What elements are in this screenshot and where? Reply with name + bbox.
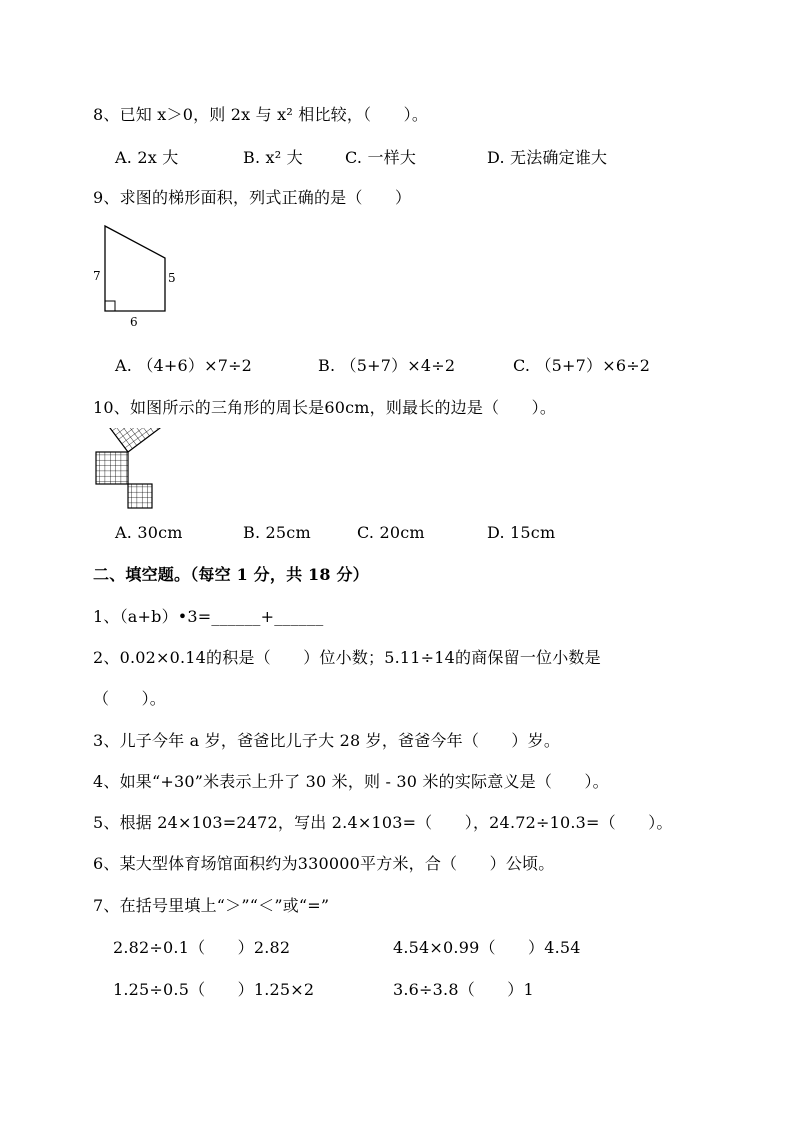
fill-item-2-continuation: （ ）。 xyxy=(93,689,167,708)
fill-item-2: 2、0.02×0.14的积是（ ）位小数；5.11÷14的商保留一位小数是 xyxy=(93,648,601,667)
trapezoid-figure xyxy=(88,220,188,332)
right-angle-mark xyxy=(105,301,115,311)
left-grid-square xyxy=(96,452,128,484)
compare-row1-right: 4.54×0.99（ ）4.54 xyxy=(393,938,581,957)
q10-option-d: D. 15cm xyxy=(487,523,556,542)
question-9-stem: 9、求图的梯形面积，列式正确的是（ ） xyxy=(93,188,412,207)
q8-option-a: A. 2x 大 xyxy=(115,148,179,167)
trapezoid-bottom-label: 6 xyxy=(130,315,138,329)
compare-row2-left: 1.25÷0.5（ ）1.25×2 xyxy=(113,980,315,999)
question-8-stem: 8、已知 x＞0，则 2x 与 x² 相比较，（ ）。 xyxy=(93,105,429,124)
pythagorean-squares-figure xyxy=(94,428,194,512)
q9-option-c: C. （5+7）×6÷2 xyxy=(513,356,651,375)
fill-item-1: 1、（a+b）•3=______+______ xyxy=(93,607,324,626)
trapezoid-left-label: 7 xyxy=(93,269,101,283)
question-10-stem: 10、如图所示的三角形的周长是60cm，则最长的边是（ ）。 xyxy=(93,398,557,417)
q9-option-a: A. （4+6）×7÷2 xyxy=(115,356,253,375)
trapezoid-shape xyxy=(105,226,165,311)
fill-item-3: 3、儿子今年 a 岁，爸爸比儿子大 28 岁，爸爸今年（ ）岁。 xyxy=(93,731,561,750)
fill-item-6: 6、某大型体育场馆面积约为330000平方米，合（ ）公顷。 xyxy=(93,854,555,873)
q10-option-b: B. 25cm xyxy=(243,523,311,542)
q8-option-b: B. x² 大 xyxy=(243,148,303,167)
fill-item-4: 4、如果“+30”米表示上升了 30 米，则 - 30 米的实际意义是（ ）。 xyxy=(93,772,609,791)
compare-row1-left: 2.82÷0.1（ ）2.82 xyxy=(113,938,291,957)
bottom-grid-square xyxy=(128,484,152,508)
q10-option-a: A. 30cm xyxy=(115,523,183,542)
q8-option-d: D. 无法确定谁大 xyxy=(487,148,608,167)
q8-option-c: C. 一样大 xyxy=(345,148,417,167)
fill-item-7: 7、在括号里填上“＞”“＜”或“=” xyxy=(93,896,330,915)
section-2-heading: 二、填空题。（每空 1 分，共 18 分） xyxy=(93,565,369,584)
q10-option-c: C. 20cm xyxy=(357,523,425,542)
fill-item-5: 5、根据 24×103=2472，写出 2.4×103=（ ），24.72÷10.3=（ ）。 xyxy=(93,813,673,832)
compare-row2-right: 3.6÷3.8（ ）1 xyxy=(393,980,534,999)
trapezoid-right-label: 5 xyxy=(168,271,176,285)
q9-option-b: B. （5+7）×4÷2 xyxy=(318,356,456,375)
tilted-grid-square xyxy=(104,428,160,452)
